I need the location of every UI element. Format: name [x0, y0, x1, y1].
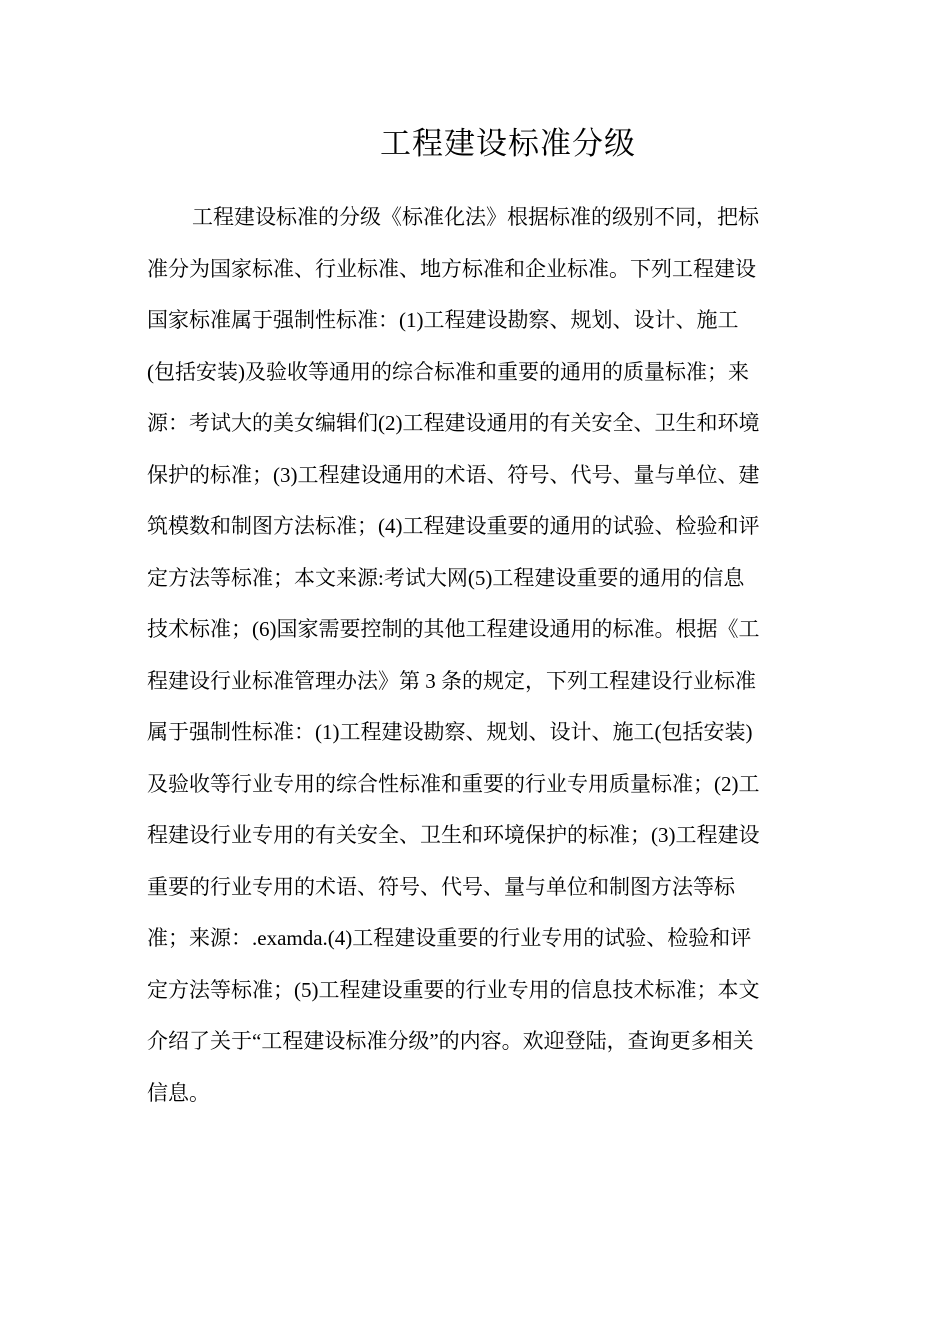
body-line: 国家标准属于强制性标准：(1)工程建设勘察、规划、设计、施工: [147, 308, 739, 332]
body-line: 程建设行业专用的有关安全、卫生和环境保护的标准；(3)工程建设: [147, 823, 760, 847]
document-title: 工程建设标准分级: [380, 126, 636, 161]
body-line: 属于强制性标准：(1)工程建设勘察、规划、设计、施工(包括安装): [147, 720, 753, 744]
body-line: 重要的行业专用的术语、符号、代号、量与单位和制图方法等标: [147, 874, 735, 899]
body-line: 准分为国家标准、行业标准、地方标准和企业标准。下列工程建设: [147, 256, 756, 281]
body-line: 程建设行业标准管理办法》第 3 条的规定，下列工程建设行业标准: [147, 668, 756, 693]
body-line: 准；来源：.examda.(4)工程建设重要的行业专用的试验、检验和评: [147, 926, 752, 950]
body-line: (包括安装)及验收等通用的综合标准和重要的通用的质量标准；来: [147, 359, 749, 384]
body-line: 定方法等标准；(5)工程建设重要的行业专用的信息技术标准；本文: [147, 977, 760, 1002]
body-line: 信息。: [147, 1080, 210, 1105]
body-line: 工程建设标准的分级《标准化法》根据标准的级别不同，把标: [192, 205, 759, 229]
body-line: 及验收等行业专用的综合性标准和重要的行业专用质量标准；(2)工: [147, 771, 760, 796]
body-line: 定方法等标准；本文来源:考试大网(5)工程建设重要的通用的信息: [147, 565, 745, 590]
body-line: 筑模数和制图方法标准；(4)工程建设重要的通用的试验、检验和评: [147, 514, 760, 538]
body-line: 源：考试大的美女编辑们(2)工程建设通用的有关安全、卫生和环境: [147, 411, 760, 435]
body-line: 技术标准；(6)国家需要控制的其他工程建设通用的标准。根据《工: [147, 617, 760, 641]
document-body: [147, 192, 797, 1119]
body-line: 介绍了关于“工程建设标准分级”的内容。欢迎登陆，查询更多相关: [147, 1029, 754, 1053]
body-line: 保护的标准；(3)工程建设通用的术语、符号、代号、量与单位、建: [147, 462, 760, 487]
